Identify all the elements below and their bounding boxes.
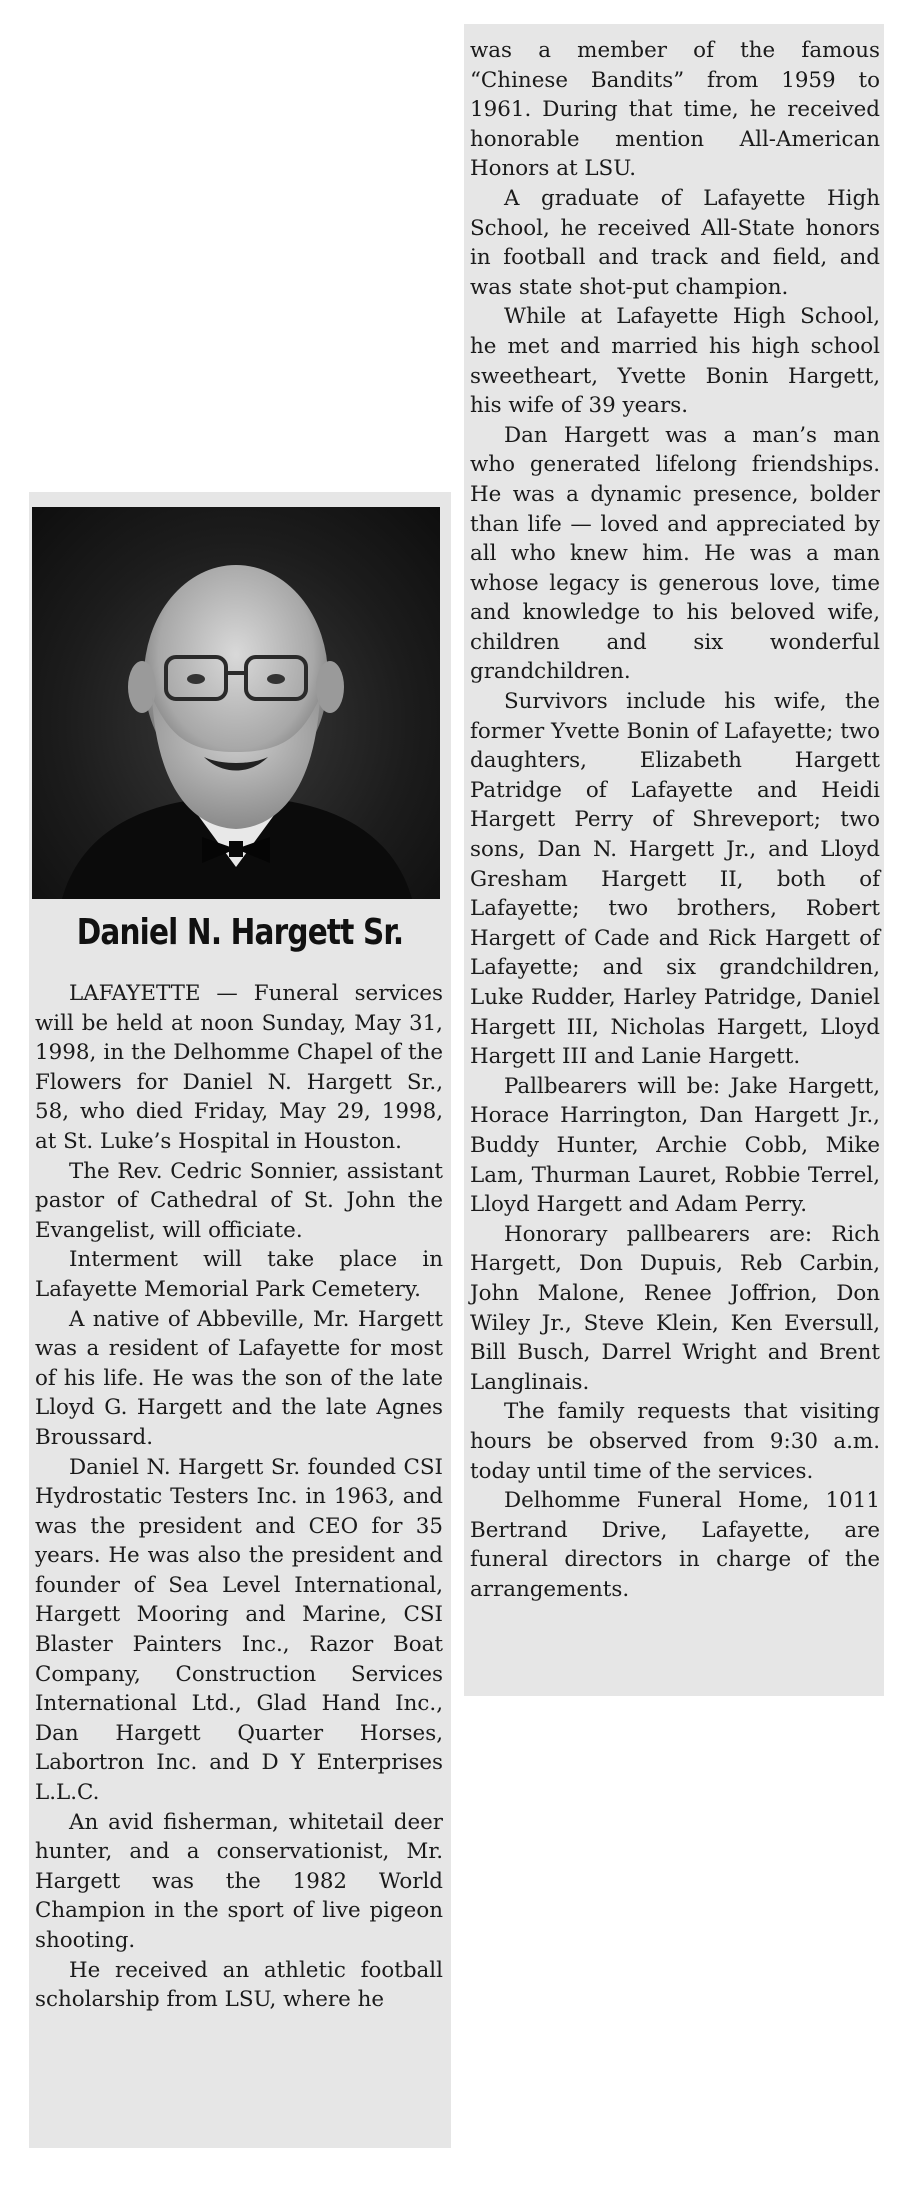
obituary-name-headline: Daniel N. Hargett Sr. <box>76 912 404 953</box>
portrait-photo <box>32 507 440 899</box>
paragraph: An avid fisherman, whitetail deer hunter, and a conservationist, Mr. Hargett was the 1982 World Champion in the sport of live pigeon shooting. <box>35 1809 443 1953</box>
obituary-text-column-right <box>470 36 880 1604</box>
obituary-text-column-left <box>35 979 443 2015</box>
paragraph: The family requests that visiting hours be observed from 9:30 a.m. today until time of the services. <box>470 1399 880 1484</box>
obituary-clipping-left <box>29 492 451 2148</box>
portrait-illustration <box>32 507 440 899</box>
paragraph: A graduate of Lafayette High School, he received All-State honors in football and track and field, and was state shot-put champion. <box>470 185 880 300</box>
paragraph: Honorary pallbearers are: Rich Hargett, Don Dupuis, Reb Carbin, John Malone, Renee Joffrion, Don Wiley Jr., Steve Klein, Ken Eversull, Bill Busch, Darrel Wright and Brent Langlinais. <box>470 1221 880 1395</box>
paragraph: Daniel N. Hargett Sr. founded CSI Hydrostatic Testers Inc. in 1963, and was the president and CEO for 35 years. He was also the president and founder of Sea Level International, Hargett Mooring and Marine, CSI Blaster Painters Inc., Razor Boat Company, Construction Services International Ltd., Glad Hand Inc., Dan Hargett Quarter Horses, Labortron Inc. and D Y Enterprises L.L.C. <box>35 1454 443 1806</box>
paragraph: Dan Hargett was a man’s man who generated lifelong friendships. He was a dynamic presence, bolder than life — loved and appreciated by all who knew him. He was a man whose legacy is generous love, time and knowledge to his beloved wife, children and six wonderful grandchildren. <box>470 422 880 685</box>
paragraph: The Rev. Cedric Sonnier, assistant pastor of Cathedral of St. John the Evangelist, will officiate. <box>35 1158 443 1243</box>
paragraph: A native of Abbeville, Mr. Hargett was a resident of Lafayette for most of his life. He was the son of the late Lloyd G. Hargett and the late Agnes Broussard. <box>35 1306 443 1450</box>
paragraph: LAFAYETTE — Funeral services will be held at noon Sunday, May 31, 1998, in the Delhomme Chapel of the Flowers for Daniel N. Hargett Sr., 58, who died Friday, May 29, 1998, at St. Luke’s Hospital in Houston. <box>35 981 443 1154</box>
paragraph: was a member of the famous “Chinese Bandits” from 1959 to 1961. During that time, he received honorable mention All-American Honors at LSU. <box>470 38 880 182</box>
paragraph: Interment will take place in Lafayette Memorial Park Cemetery. <box>35 1247 443 1302</box>
paragraph: Pallbearers will be: Jake Hargett, Horace Harrington, Dan Hargett Jr., Buddy Hunter, Archie Cobb, Mike Lam, Thurman Lauret, Robbie Terrel, Lloyd Hargett and Adam Perry. <box>470 1073 880 1218</box>
paragraph: Delhomme Funeral Home, 1011 Bertrand Drive, Lafayette, are funeral directors in charge of the arrangements. <box>470 1488 880 1602</box>
obituary-clipping-right <box>464 24 884 1696</box>
paragraph: While at Lafayette High School, he met and married his high school sweetheart, Yvette Bonin Hargett, his wife of 39 years. <box>470 304 880 419</box>
paragraph: Survivors include his wife, the former Yvette Bonin of Lafayette; two daughters, Elizabeth Hargett Patridge of Lafayette and Heidi Hargett Perry of Shreveport; two sons, Dan N. Hargett Jr., and Lloyd Gresham Hargett II, both of Lafayette; two brothers, Robert Hargett of Cade and Rick Hargett of Lafayette; and six grandchildren, Luke Rudder, Harley Patridge, Daniel Hargett III, Nicholas Hargett, Lloyd Hargett III and Lanie Hargett. <box>470 689 880 1070</box>
paragraph: He received an athletic football scholarship from LSU, where he <box>35 1957 443 2013</box>
